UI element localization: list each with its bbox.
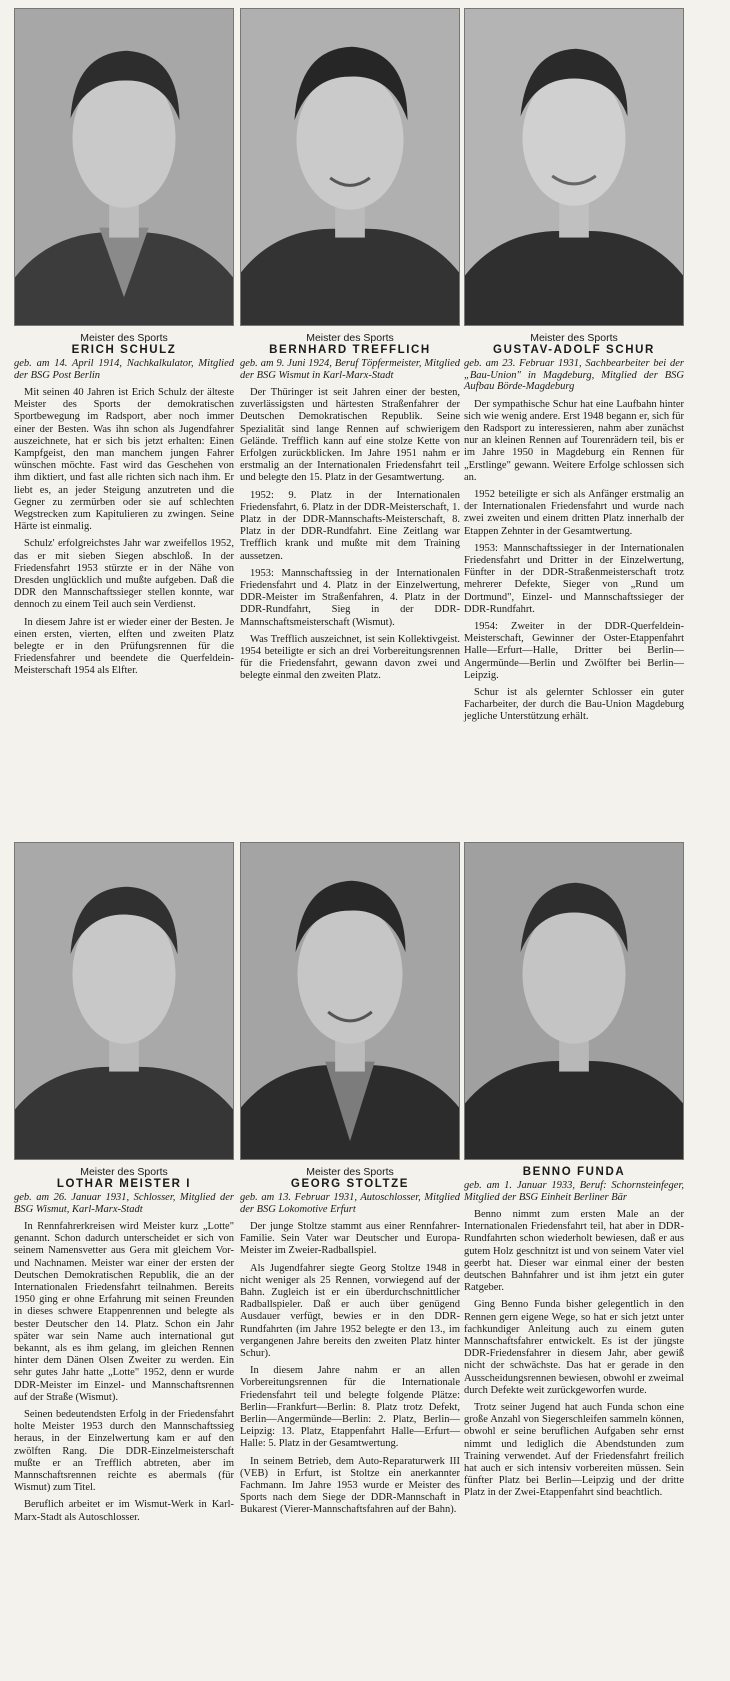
portrait-photo <box>464 842 684 1160</box>
profile-name: BERNHARD TREFFLICH <box>269 344 431 356</box>
bio-paragraph: 1952: 9. Platz in der Internationalen Friedensfahrt, 6. Platz in der DDR-Meisterschaft, 1. Platz in der DDR-Mannschafts-Meisterschaft, 8. Platz in der DDR-Rundfahrt. Eine Zeitlang war Trefflich krank und mußte mit dem Training aussetzen. <box>240 489 460 562</box>
bio-paragraph: In Rennfahrerkreisen wird Meister kurz „Lotte" genannt. Schon dadurch unterscheidet er sich von seinem Namensvetter aus Gera mit gleichem Vor- und Nachnamen. Meister war einer der ersten der Deutschen Demokratischen Republik, die an der Internationalen Friedensfahrt teilnahmen. Bereits 1950 ging er ohne Erfahrung mit seinen Freunden in dieses schwere Etappenrennen und belegte als bester Deutscher den 14. Platz. Schon ein Jahr später war sein Name auch international gut bekannt, als es ihm gelang, im gleichen Rennen hinter dem Dänen Olsen Zweiter zu werden. Ein sehr gutes Jahr hatte „Lotte" 1952, denn er wurde DDR-Meister im Einzel- und Mannschaftsrennen auf der Straße (Wismut). <box>14 1221 234 1403</box>
portrait-photo <box>240 842 460 1160</box>
profile-title: Meister des Sports <box>80 1166 168 1178</box>
profile-name: ERICH SCHULZ <box>71 344 177 356</box>
bio-paragraph: Ging Benno Funda bisher gelegentlich in den Rennen gern eigene Wege, so hat er sich jetzt unter fachkundiger Anleitung auch zu einem guten Mannschaftsfahrer entwickelt. Es ist der jüngste DDR-Friedensfahrer in diesem Jahr, aber gewiß nicht der schwächste. Das hat er gerade in den Ausscheidungsrennen bewiesen, obwohl er zweimal durch Defekte weit zurückgeworfen wurde. <box>464 1299 684 1396</box>
portrait-photo <box>14 842 234 1160</box>
profile-bernhard-trefflich <box>240 8 460 688</box>
bio-paragraph: Was Trefflich auszeichnet, ist sein Kollektivgeist. 1954 beteiligte er sich an drei Vorbereitungsrennen für die Friedensfahrt, gewann davon zwei und belegte einmal den zweiten Platz. <box>240 633 460 682</box>
birth-info: geb. am 14. April 1914, Nachkalkulator, Mitglied der BSG Post Berlin <box>14 358 234 381</box>
portrait-illustration <box>465 9 683 325</box>
birth-info: geb. am 9. Juni 1924, Beruf Töpfermeister, Mitglied der BSG Wismut in Karl-Marx-Stadt <box>240 358 460 381</box>
profile-erich-schulz <box>14 8 234 683</box>
portrait-photo <box>14 8 234 326</box>
profile-gustav-adolf-schur <box>464 8 684 729</box>
profile-name: BENNO FUNDA <box>522 1166 626 1178</box>
birth-info: geb. am 13. Februar 1931, Autoschlosser, Mitglied der BSG Lokomotive Erfurt <box>240 1192 460 1215</box>
profile-name: GUSTAV-ADOLF SCHUR <box>493 344 655 356</box>
portrait-illustration <box>241 843 459 1159</box>
profile-name: LOTHAR MEISTER I <box>56 1178 192 1190</box>
bio-paragraph: Der sympathische Schur hat eine Laufbahn hinter sich wie wenig andere. Erst 1948 begann er, sich für den Radsport zu interessieren, nahm aber zunächst nur an kleinen Rennen auf Tourenrädern teil, bis er im Jahre 1950 in Magdeburg ein Rennen für „Erstlinge" gewann. Weitere Erfolge schlossen sich an. <box>464 398 684 483</box>
profile-georg-stoltze <box>240 842 460 1522</box>
portrait-illustration <box>465 843 683 1159</box>
bio-paragraph: Der Thüringer ist seit Jahren einer der besten, zuverlässigsten und härtesten Straßenfahrer der Deutschen Demokratischen Republik. Seine Spezialität sind lange Rennen auf schwierigem Gelände. Trefflich kann auf eine stolze Kette von Erfolgen zurückblicken. Im Jahre 1951 nahm er erstmalig an der Internationalen Friedensfahrt teil und belegte den 15. Platz in der Gesamtwertung. <box>240 387 460 484</box>
bio-paragraph: 1953: Mannschaftssieg in der Internationalen Friedensfahrt und 4. Platz in der Einzelwertung, DDR-Meister im Straßenfahren, 4. Platz in der DDR-Rundfahrt, Sieg in der DDR-Mannschaftsmeisterschaft (Wismut). <box>240 567 460 628</box>
bio-paragraph: Der junge Stoltze stammt aus einer Rennfahrer-Familie. Sein Vater war Deutscher und Europa-Meister im Zweier-Radballspiel. <box>240 1221 460 1257</box>
bio-paragraph: Schulz' erfolgreichstes Jahr war zweifellos 1952, das er mit sieben Siegen abschloß. In der Friedensfahrt 1953 stürzte er in der Nähe von Dresden unglücklich und mußte aufgeben. Daß die DDR den Mannschaftssieger stellen konnte, war dennoch zu einem Teil auch sein Verdienst. <box>14 538 234 611</box>
portrait-photo <box>464 8 684 326</box>
profile-title: Meister des Sports <box>80 332 168 344</box>
portrait-photo <box>240 8 460 326</box>
bio-paragraph: Beruflich arbeitet er im Wismut-Werk in Karl-Marx-Stadt als Autoschlosser. <box>14 1499 234 1523</box>
bio-paragraph: Als Jugendfahrer siegte Georg Stoltze 1948 in nicht weniger als 25 Rennen, vorwiegend auf der Bahn. Zugleich ist er ein überdurchschnittlicher Radballspieler. Daß er auch über genügend Ausdauer verfügt, bewies er in den DDR-Rundfahrten (im Jahre 1952 belegte er den 13., im vergangenen Jahre bereits den zweiten Platz hinter Schur). <box>240 1262 460 1360</box>
bio-paragraph: 1954: Zweiter in der DDR-Querfeldein-Meisterschaft, Gewinner der Oster-Etappenfahrt Halle—Erfurt—Halle, Dritter bei Berlin—Angermünde—Berlin und Zwölfter bei Berlin—Leipzig. <box>464 620 684 681</box>
profile-title: Meister des Sports <box>530 332 618 344</box>
bio-paragraph: In seinem Betrieb, dem Auto-Reparaturwerk III (VEB) in Erfurt, ist Stoltze ein anerkannter Fachmann. Im Jahre 1953 wurde er Meister des Sports nach dem Siege der DDR-Mannschaft in Bukarest (Vierer-Mannschaftsfahren auf der Bahn). <box>240 1455 460 1516</box>
profile-title: Meister des Sports <box>306 1166 394 1178</box>
bio-paragraph: 1953: Mannschaftssieger in der Internationalen Friedensfahrt und Dritter in der Einzelwertung, Fünfter in der DDR-Straßenmeisterschaft trotz mehrerer Defekte, Sieger von „Rund um Dortmund", Einzel- und Mannschaftssieger der DDR-Rundfahrt. <box>464 542 684 615</box>
bio-paragraph: Benno nimmt zum ersten Male an der Internationalen Friedensfahrt teil, hat aber in DDR-Rundfahrten schon wiederholt bewiesen, daß er aus gutem Holz geschnitzt ist und von seinem Vater viel geerbt hat. Dieser war einmal einer der besten deutschen Bahnfahrer und ist ihm jetzt ein guter Ratgeber. <box>464 1209 684 1294</box>
bio-paragraph: In diesem Jahre ist er wieder einer der Besten. Je einen ersten, vierten, elften und zweiten Platz belegte er in den Prüfungsrennen für die Friedensfahrer und beendete die Querfeldein-Meisterschaft 1954 als Elfter. <box>14 616 234 677</box>
profile-title: Meister des Sports <box>306 332 394 344</box>
birth-info: geb. am 26. Januar 1931, Schlosser, Mitglied der BSG Wismut, Karl-Marx-Stadt <box>14 1192 234 1215</box>
bio-paragraph: In diesem Jahre nahm er an allen Vorbereitungsrennen für die Internationale Friedensfahrt teil und belegte folgende Plätze: Berlin—Frankfurt—Berlin: 8. Platz trotz Defekt, Berlin—Angermünde—Berlin: 2. Platz, Berlin—Leipzig: 13. Platz, Etappenfahrt Halle—Erfurt—Halle: 5. Platz in der Gesamtwertung. <box>240 1365 460 1450</box>
birth-info: geb. am 23. Februar 1931, Sachbearbeiter bei der „Bau-Union" in Magdeburg, Mitglied der BSG Aufbau Börde-Magdeburg <box>464 358 684 392</box>
portrait-illustration <box>241 9 459 325</box>
bio-paragraph: 1952 beteiligte er sich als Anfänger erstmalig an der Internationalen Friedensfahrt und wurde nach zwei zweiten und einem dritten Platz innerhalb der Etappen Zehnter in der Gesamtwertung. <box>464 488 684 537</box>
profile-lothar-meister <box>14 842 234 1529</box>
birth-info: geb. am 1. Januar 1933, Beruf: Schornsteinfeger, Mitglied der BSG Einheit Berliner Bär <box>464 1180 684 1203</box>
portrait-illustration <box>15 9 233 325</box>
bio-paragraph: Schur ist als gelernter Schlosser ein guter Facharbeiter, der durch die Bau-Union Magdeburg jegliche Unterstützung erhält. <box>464 686 684 723</box>
profile-benno-funda <box>464 842 684 1505</box>
bio-paragraph: Mit seinen 40 Jahren ist Erich Schulz der älteste Meister des Sports der demokratischen Sportbewegung im Radsport, aber noch immer einer der Besten. Was ihn schon als Jugendfahrer auszeichnete, hat er sich bis jetzt erhalten: Einen Kampfgeist, den man manchem jungen Fahrer wünschen möchte. Fast wird das Geschehen von ihm diktiert, und fast alle richten sich nach ihm. Er liebt es, an jeder Steigung anzutreten und die Gegner zu zermürben oder sie auf schlechten Wegstrecken zum Kapitulieren zu zwingen. Seine Härte ist einmalig. <box>14 387 234 533</box>
profile-name: GEORG STOLTZE <box>290 1178 410 1190</box>
bio-paragraph: Trotz seiner Jugend hat auch Funda schon eine große Anzahl von Siegerschleifen sammeln können, obwohl er seine beruflichen Aufgaben sehr ernst nimmt und lediglich die Abendstunden zum Training verwendet. Auf der Friedensfahrt freilich hat auch er sich intensiv vorbereiten müssen. Sein fünfter Platz bei Berlin—Leipzig und der dritte Platz in der Zwei-Etappenfahrt sind beachtlich. <box>464 1402 684 1499</box>
bio-paragraph: Seinen bedeutendsten Erfolg in der Friedensfahrt holte Meister 1953 durch den Mannschaftssieg heraus, in der Einzelwertung kam er auf den zwölften Rang. Die DDR-Einzelmeisterschaft mußte er an Trefflich abtreten, aber im Mannschaftsrennen reichte es abermals (für Wismut) zum Titel. <box>14 1409 234 1494</box>
portrait-illustration <box>15 843 233 1159</box>
